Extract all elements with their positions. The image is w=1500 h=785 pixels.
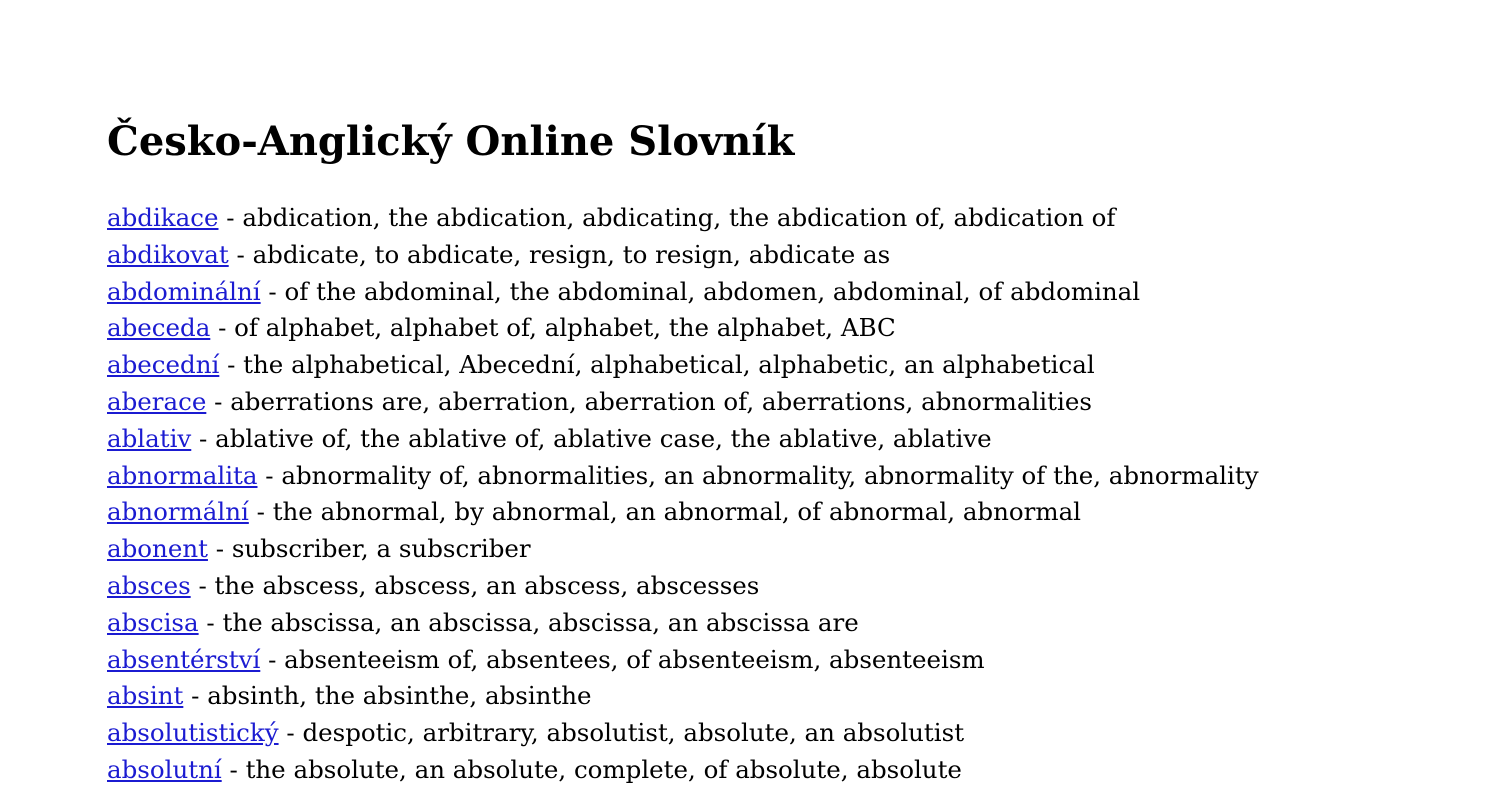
dictionary-entry: [107, 200, 1500, 237]
entry-separator: -: [221, 754, 246, 784]
entry-separator: -: [219, 350, 244, 380]
entry-translations: abdication, the abdication, abdicating, the abdication of, abdication of: [242, 203, 1116, 232]
entry-separator: -: [228, 239, 253, 269]
entry-word-link[interactable]: abdikace: [107, 203, 219, 232]
entry-translations: ablative of, the ablative of, ablative case, the ablative, ablative: [215, 423, 992, 453]
entry-word-link[interactable]: absentérství: [107, 644, 261, 674]
dictionary-entry: [107, 458, 1500, 495]
dictionary-entry: [107, 568, 1500, 605]
dictionary-entry: [107, 421, 1500, 458]
entry-translations: subscriber, a subscriber: [231, 534, 531, 564]
dictionary-entry: [107, 274, 1500, 311]
entry-word-link[interactable]: absint: [107, 681, 184, 711]
dictionary-entry: [107, 384, 1500, 421]
entry-translations: the abscissa, an abscissa, abscissa, an abscissa are: [222, 607, 859, 637]
entry-translations: absinth, the absinthe, absinthe: [207, 681, 592, 711]
entry-translations: the abscess, abscess, an abscess, abscesses: [214, 570, 760, 600]
entry-translations: absenteeism of, absentees, of absenteeism, absenteeism: [284, 644, 985, 674]
entry-word-link[interactable]: absolutní: [107, 754, 222, 784]
entry-separator: -: [198, 607, 223, 637]
entry-word-link[interactable]: abnormální: [107, 497, 249, 527]
entry-word-link[interactable]: ablativ: [107, 423, 192, 453]
dictionary-entry: [107, 237, 1500, 274]
entry-translations: despotic, arbitrary, absolutist, absolute, an absolutist: [302, 718, 965, 748]
entry-separator: -: [257, 460, 282, 490]
entry-translations: abdicate, to abdicate, resign, to resign, abdicate as: [252, 239, 891, 269]
entry-word-link[interactable]: absolutistický: [107, 718, 279, 748]
dictionary-entry: [107, 642, 1500, 679]
entry-separator: -: [218, 203, 243, 232]
entry-translations: of the abdominal, the abdominal, abdomen, abdominal, of abdominal: [284, 276, 1141, 306]
entry-translations: aberrations are, aberration, aberration of, aberrations, abnormalities: [230, 386, 1092, 416]
entry-separator: -: [248, 497, 273, 527]
entry-translations: the absolute, an absolute, complete, of absolute, absolute: [245, 754, 962, 784]
entry-translations: of alphabet, alphabet of, alphabet, the alphabet, ABC: [234, 313, 896, 343]
entry-separator: -: [191, 423, 216, 453]
entry-separator: -: [190, 570, 215, 600]
dictionary-entry: [107, 715, 1500, 752]
entry-separator: -: [207, 534, 232, 564]
dictionary-entry-list: [107, 200, 1500, 785]
dictionary-entry: [107, 752, 1500, 785]
entry-translations: the abnormal, by abnormal, an abnormal, of abnormal, abnormal: [272, 497, 1082, 527]
entry-separator: -: [260, 276, 285, 306]
dictionary-entry: [107, 678, 1500, 715]
entry-word-link[interactable]: abdikovat: [107, 239, 229, 269]
entry-separator: -: [278, 718, 303, 748]
entry-word-link[interactable]: abecední: [107, 350, 220, 380]
entry-translations: the alphabetical, Abecední, alphabetical, alphabetic, an alphabetical: [243, 350, 1095, 380]
entry-word-link[interactable]: absces: [107, 570, 191, 600]
dictionary-entry: [107, 605, 1500, 642]
dictionary-entry: [107, 347, 1500, 384]
entry-word-link[interactable]: abonent: [107, 534, 208, 564]
entry-word-link[interactable]: abnormalita: [107, 460, 258, 490]
entry-translations: abnormality of, abnormalities, an abnormality, abnormality of the, abnormality: [281, 460, 1259, 490]
entry-word-link[interactable]: abdominální: [107, 276, 261, 306]
entry-separator: -: [206, 386, 231, 416]
entry-word-link[interactable]: aberace: [107, 386, 207, 416]
entry-separator: -: [210, 313, 235, 343]
dictionary-entry: [107, 310, 1500, 347]
dictionary-entry: [107, 494, 1500, 531]
entry-word-link[interactable]: abscisa: [107, 607, 199, 637]
entry-word-link[interactable]: abeceda: [107, 313, 211, 343]
entry-separator: -: [183, 681, 208, 711]
page-title: Česko-Anglický Online Slovník: [107, 118, 795, 165]
dictionary-entry: [107, 531, 1500, 568]
entry-separator: -: [260, 644, 285, 674]
